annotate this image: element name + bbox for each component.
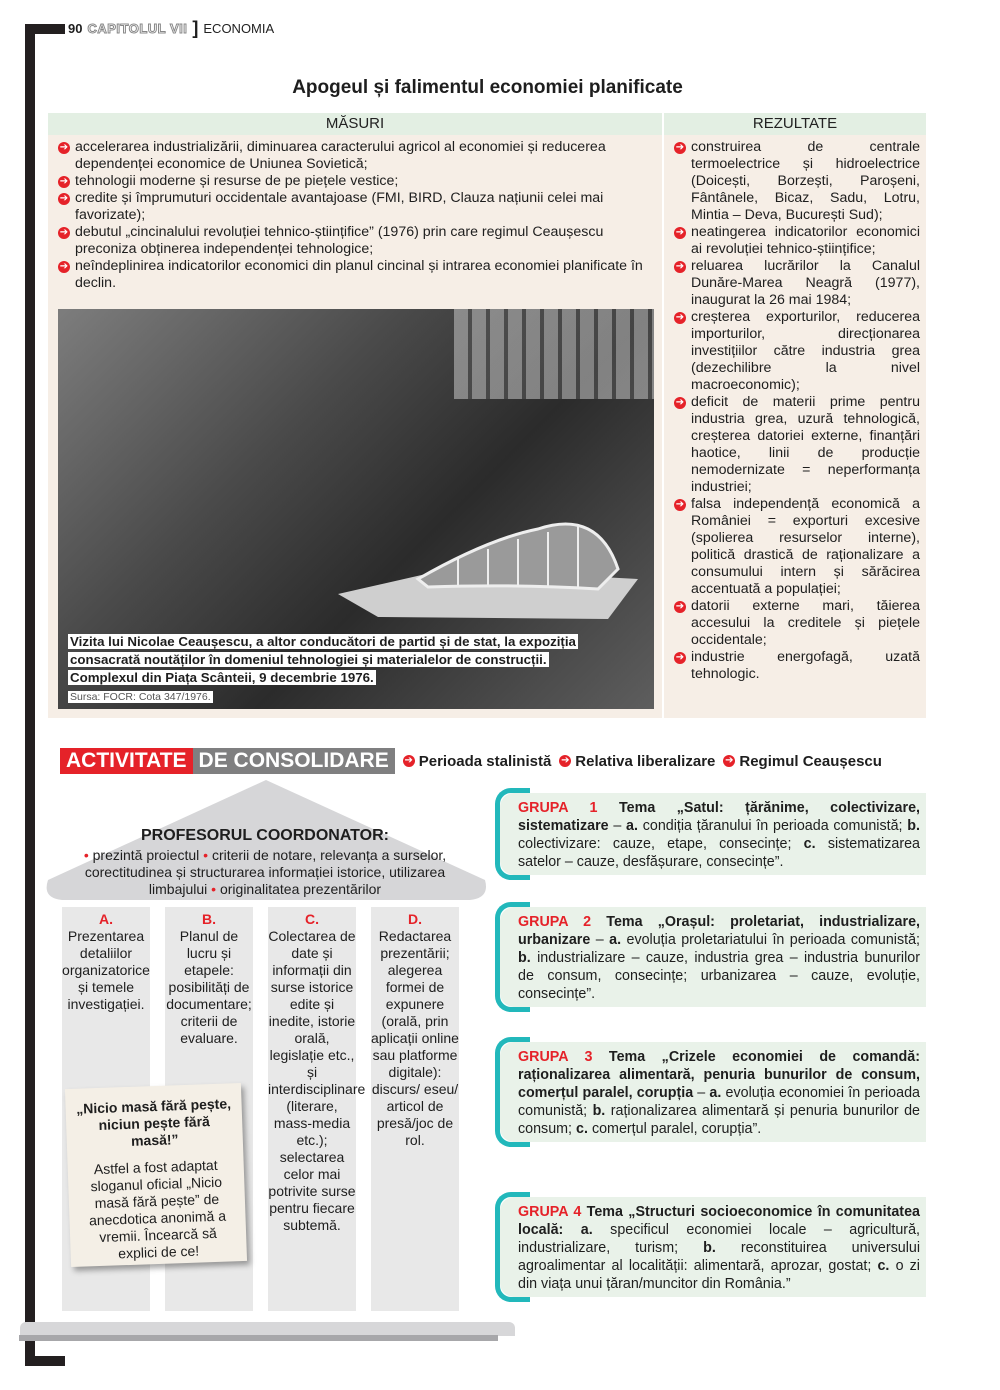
list-item: ➔ datorii externe mari, tăierea accesului la creditele și piețele occidentale; — [675, 598, 920, 648]
list-item: ➔ debutul „cincinalului revoluției tehnico-științifice” (1976) prin care regimul Ceaușescu preconiza obținerea independenței tehnologice; — [59, 224, 604, 257]
group-card-2: GRUPA 2 Tema „Orașul: proletariat, industrializare, urbanizare – a. evoluția proletariatului în perioada comunistă; b. industrializare – cauze, industria grea – industria bunurilor de consum, consecințe; urbanizarea – cauze, evoluție, consecințe”. — [500, 907, 926, 1007]
red-arrow-icon: ➔ — [59, 142, 69, 153]
list-item: ➔ tehnologii moderne și resurse de pe piețele vestice; — [59, 173, 399, 189]
coordinator-item-1: prezintă proiectul — [92, 847, 200, 863]
rezultate-header: REZULTATE — [664, 113, 926, 135]
temple-base — [20, 1322, 515, 1336]
list-item: ➔ creșterea exporturilor, reducerea importurilor, direcționarea investițiilor către industria grea (dezechilibre la nivel macroeconomic); — [675, 309, 920, 393]
list-item: ➔ industrie energofagă, uzată tehnologic. — [675, 649, 920, 682]
pillar-c: C. Colectarea de date și informații din surse istorice edite și inedite, istorie orală, legislație etc., și interdisciplinare (literare, mass-media etc.); selectarea celor mai potrivite surse pentru fiecare subtemă. — [268, 907, 356, 1311]
chapter-label: CAPITOLUL VII — [87, 21, 188, 36]
masuri-header: MĂSURI — [48, 113, 662, 135]
activity-label-red: ACTIVITATE — [60, 748, 193, 774]
red-arrow-icon: ➔ — [675, 227, 685, 238]
slogan-note — [65, 1083, 247, 1267]
red-arrow-icon: ➔ — [725, 755, 734, 766]
section-label: ECONOMIA — [203, 21, 275, 36]
group-card-4: GRUPA 4 Tema „Structuri socioeconomice în comunitatea locală: a. specificul economiei locale – agricultură, industrializare, turism; b. reconstituirea universului agroalimentar al localității: alimentară, aprozar, gostat; c. o zi din viața unui țăran/muncitor din România.” — [500, 1197, 926, 1297]
running-header — [68, 18, 275, 38]
masuri-list — [48, 139, 662, 292]
red-arrow-icon: ➔ — [675, 142, 685, 153]
list-item: ➔ reluarea lucrărilor la Canalul Dunăre-Marea Neagră (1977), inaugurat la 26 mai 1984; — [675, 258, 920, 308]
pillar-d: D. Redactarea prezentării; alegerea formei de expunere (orală, prin aplicații online sau platforme digitale): discurs/ eseu/ articol de presă/joc de rol. — [371, 907, 459, 1311]
red-arrow-icon: ➔ — [675, 261, 685, 272]
red-arrow-icon: ➔ — [404, 755, 413, 766]
rezultate-column — [664, 113, 926, 718]
page-title: Apogeul și falimentul economiei planificate — [292, 77, 683, 98]
header-bracket: ] — [192, 18, 199, 38]
pillar-a: A. Prezentarea detaliilor organizatorice și temele investigației. — [62, 907, 150, 1311]
red-arrow-icon: ➔ — [59, 176, 69, 187]
temple-base-shadow — [19, 1335, 498, 1341]
page-bracket-bottom — [25, 1356, 65, 1366]
red-arrow-icon: ➔ — [675, 397, 685, 408]
photo-caption: Vizita lui Nicolae Ceaușescu, a altor conducători de partid și de stat, la expoziția consacrată noutăților în domeniul tehnologiei și materialelor de construcții. Complexul din Piața Scânteii, 9 decembrie 1976. Sursa: FOCR: Cota 347/1976. — [70, 634, 576, 703]
coordinator-item-2: criterii de notare, relevanța a surselor, corectitudinea și structurarea informației istorice, utilizarea limbajului — [84, 847, 447, 897]
page-bracket-vertical — [25, 24, 35, 1364]
photo-windows — [454, 309, 654, 399]
topic-stalinist: ➔ Perioada stalinistă — [404, 752, 552, 770]
note-title: „Nicio masă fără pește, niciun pește fără masă!” — [75, 1095, 232, 1149]
coordinator-item-3: originalitatea prezentărilor — [219, 881, 382, 897]
pillar-b: B. Planul de lucru și etapele: posibilități de documentare; criterii de evaluare. — [165, 907, 253, 1311]
bullet-dot: • — [203, 847, 209, 863]
topic-ceausescu: ➔ Regimul Ceaușescu — [725, 752, 882, 770]
group-card-3: GRUPA 3 Tema „Crizele economiei de comandă: raționalizarea alimentară, penuria bunurilor de consum, comerțul paralel, corupția – a. evoluția economiei în perioada comunistă; b. raționalizarea alimentară și penuria bunurilor de consum; c. comerțul paralel, corupția”. — [500, 1042, 926, 1142]
red-arrow-icon: ➔ — [59, 193, 69, 204]
historical-photo — [58, 309, 654, 709]
list-item: ➔ accelerarea industrializării, diminuarea caracterului agricol al economiei și reducerea dependenței economice de Uniunea Sovietică; — [59, 139, 606, 172]
list-item: ➔ deficit de materii prime pentru industria grea, uzură tehnologică, creșterea datoriei externe, finanțări haotice, linii de producție nemodernizate = neperformanța industriei; — [675, 394, 920, 495]
list-item: ➔ construirea de centrale termoelectrice și hidroelectrice (Doicești, Borzești, Paroșeni, Fântânele, Bicaz, Sadu, Lotru, Mintia – Deva, București Sud); — [675, 139, 920, 223]
rezultate-list — [664, 139, 926, 683]
red-arrow-icon: ➔ — [675, 652, 685, 663]
bullet-dot: • — [211, 881, 217, 897]
activity-heading — [60, 748, 882, 774]
list-item: ➔ falsa independență economică a României = exporturi excesive (spolierea resurselor interne), politică drastică de raționalizare a consumului intern și sărăcirea accentuată a populației; — [675, 496, 920, 597]
note-body: Astfel a fost adaptat sloganul oficial „Nicio masă fără pește” de anecdotica anonimă a vremii. Încearcă să explici de ce! — [88, 1156, 227, 1262]
red-arrow-icon: ➔ — [59, 261, 69, 272]
coordinator-title: PROFESORUL COORDONATOR: — [140, 827, 389, 844]
list-item: ➔ neîndeplinirea indicatorilor economici din planul cincinal și intrarea economiei planificate în declin. — [59, 258, 643, 291]
architectural-model-illustration — [338, 499, 638, 619]
measures-results-table — [48, 113, 926, 718]
bullet-dot: • — [83, 847, 89, 863]
red-arrow-icon: ➔ — [59, 227, 69, 238]
activity-label-gray: DE CONSOLIDARE — [193, 748, 395, 774]
red-arrow-icon: ➔ — [675, 601, 685, 612]
photo-source: Sursa: FOCR: Cota 347/1976. — [70, 691, 211, 703]
coordinator-box — [55, 827, 475, 898]
topic-liberalization: ➔ Relativa liberalizare — [561, 752, 716, 770]
masuri-column — [48, 113, 662, 718]
page-number: 90 — [68, 21, 83, 36]
group-card-1: GRUPA 1 Tema „Satul: țărănime, colectivizare, sistematizare – a. condiția țăranului în perioada comunistă; b. colectivizare: cauze, etape, consecințe; c. sistematizarea satelor – cauze, desfășurare, consecințe”. — [500, 793, 926, 875]
list-item: ➔ credite și împrumuturi occidentale avantajoase (FMI, BIRD, Clauza națiunii celei mai favorizate); — [59, 190, 604, 223]
list-item: ➔ neatingerea indicatorilor economici ai revoluției tehnico-științifice; — [675, 224, 920, 257]
red-arrow-icon: ➔ — [675, 312, 685, 323]
red-arrow-icon: ➔ — [675, 499, 685, 510]
red-arrow-icon: ➔ — [561, 755, 570, 766]
